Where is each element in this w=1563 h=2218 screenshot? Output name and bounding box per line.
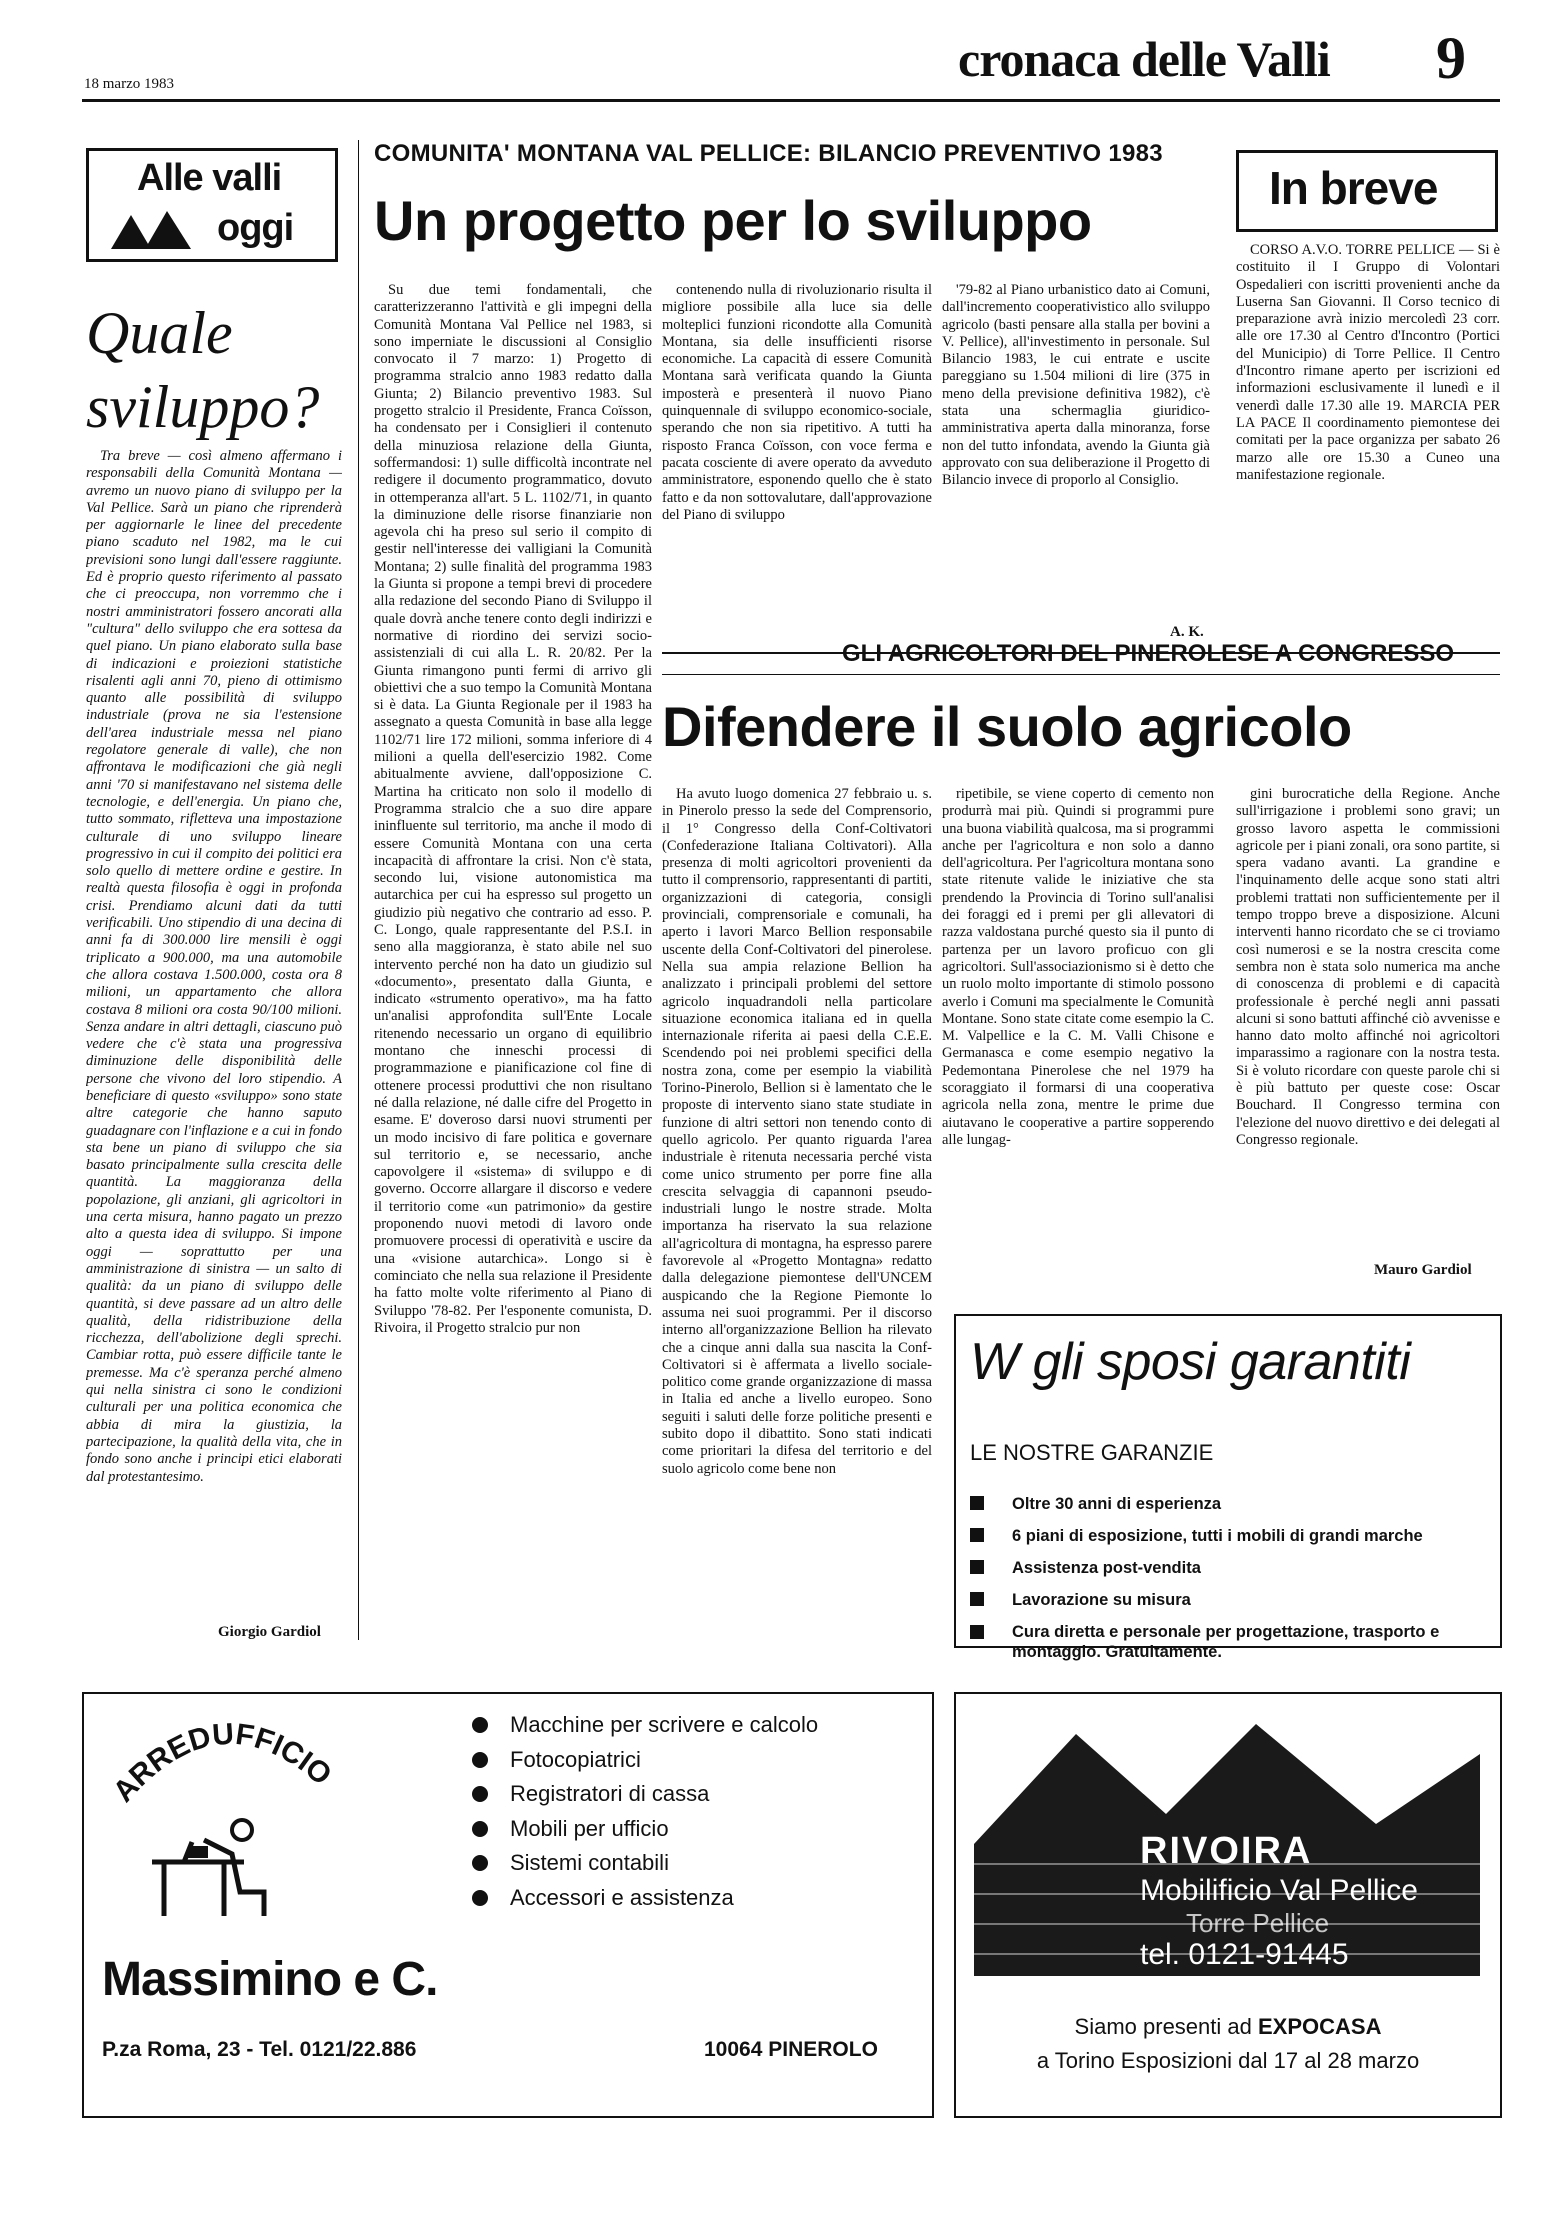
- rivoira-footer2: a Torino Esposizioni dal 17 al 28 marzo: [1036, 2048, 1420, 2073]
- guarantee-item: Oltre 30 anni di esperienza: [970, 1488, 1490, 1520]
- in-breve-text: CORSO A.V.O. TORRE PELLICE — Si è costituito il I Gruppo di Volontari Ospedalieri con iscritti provenienti anche da Luserna San Giovanni. Il Corso tecnico di preparazione avrà inizio mercoledì 23 corr. alle ore 17.30 al Centro d'Incontro (Portici del Municipio) di Torre Pellice. Il Centro d'Incontro rimane aperto per iscrizioni ed informazioni esclusivamente il lunedì e il venerdì dalle 17.30 alle 19. MARCIA PER LA PACE Il coordinamento piemontese dei comitati per la pace organizza per sabato 26 marzo alle ore 15.30 a Cuneo una manifestazione regionale.: [1236, 242, 1500, 483]
- square-bullet-icon: [970, 1496, 984, 1510]
- article1-headline: Un progetto per lo sviluppo: [374, 189, 1092, 252]
- ad-sposi: [954, 1314, 1502, 1661]
- alle-valli-text: Tra breve — così almeno affermano i responsabili della Comunità Montana — avremo un nuovo piano di sviluppo per la Val Pellice. Sarà un piano che riprenderà per aggiornarle le linee del precedente piano scaduto nel 1982, ma le cui previsioni sono lungi dall'essere raggiunte. Ed è proprio questo riferimento al passato che ci preoccupa, non vorremmo che i nostri amministratori fossero ancorati alla "cultura" dello sviluppo che era sottesa da quel piano. Un piano elaborato sulla base di indicazioni e proiezioni statistiche risalenti agli anni 70, pieno di ottimismo quanto alle possibilità di sviluppo industriale (prova ne sia l'estensione dell'area industriale messa nel piano regolatore generale di valle), che non affrontava le modificazioni che già negli anni '70 si manifestavano nel sistema delle tecnologie, e dell'energia. Un piano che, tutto sommato, rifletteva una impostazione culturale di uno sviluppo lineare progressivo in cui il compito dei politici era solo quello di mettere ordine e gestire. In realtà questa filosofia è oggi in profonda crisi. Prendiamo alcuni dati da tutti verificabili. Uno stipendio di una decina di anni fa di 300.000 lire mensili è oggi triplicato a 900.000, ma una automobile che allora costava 1.500.000, costa ora 8 milioni, un appartamento che allora costava 8 milioni ora costa 90/100 milioni. Senza andare in altri dettagli, ciascuno può vedere che c'è stata una progressiva diminuzione delle disponibilità delle persone che vivono del loro stipendio. A beneficiare di questo «sviluppo» sono state altre categorie che hanno saputo guadagnare con l'inflazione e a cui in fondo sta bene un piano di sviluppo che sia basato principalmente sulla crescita delle quantità. La maggioranza della popolazione, gli anziani, gli agricoltori in una certa misura, hanno pagato un prezzo alto a questa idea di sviluppo. Si impone oggi — soprattutto per una amministrazione di sinistra — un salto di qualità: da un piano di sviluppo delle quantità, si deve passare ad un altro delle qualità, della ridistribuzione della ricchezza, dell'abolizione degli sprechi. Cambiar rotta, può essere difficile tante le premesse. Ma c'è speranza perché almeno qui nella sinistra ci sono le condizioni culturali per una politica economica che abbia di mira la giustizia, la partecipazione, la qualità della vita, che in fondo sono anche i principi etici elaborati dal protestantesimo.: [86, 448, 342, 1485]
- arredufficio-city: 10064 PINEROLO: [704, 2038, 878, 2061]
- rivoira-line1: Mobilificio Val Pellice: [1140, 1874, 1418, 1907]
- mountains-icon: [111, 209, 195, 249]
- bullet-icon: [472, 1786, 488, 1802]
- masthead-date: 18 marzo 1983: [84, 76, 174, 92]
- guarantee-item: Cura diretta e personale per progettazione, trasporto e montaggio. Gratuitamente.: [970, 1622, 1490, 1662]
- alle-valli-column: [86, 448, 342, 1624]
- product-item: Mobili per ufficio: [472, 1812, 818, 1847]
- masthead-title: cronaca delle Valli: [958, 31, 1330, 87]
- ad-sposi-title: W gli sposi garantiti: [970, 1333, 1411, 1391]
- bullet-icon: [472, 1855, 488, 1871]
- arredufficio-list: [472, 1708, 818, 1915]
- article1-col2: [662, 282, 932, 652]
- in-breve-column: [1236, 242, 1500, 642]
- svg-text:ARREDUFFICIO: [107, 1718, 338, 1809]
- article1-signature: A. K.: [1170, 624, 1204, 640]
- ad-arredufficio: [82, 1692, 934, 2118]
- article2-headline: Difendere il suolo agricolo: [662, 695, 1352, 758]
- square-bullet-icon: [970, 1560, 984, 1574]
- article2-kicker-rule: [662, 674, 1500, 675]
- arredufficio-arc-logo: [98, 1704, 358, 1814]
- article1-col3: [942, 282, 1210, 632]
- article2-col2-text: ripetibile, se viene coperto di cemento non produrrà mai più. Quindi si programmi pure una buona viabilità qualcosa, ma si programmi anche per l'agricoltura e non solo a danno dell'agricoltura. Per l'agricoltura montana sono state ritenute valide le iniziative che sta prendendo la Provincia di Torino sull'analisi dei foraggi ed i premi per gli allevatori di razza valdostana purché questo sia il punto di partenza per un lavoro proficuo con gli agricoltori. Sull'associazionismo si è detto che un ruolo molto importante di stimolo possono averlo i Comuni ma specialmente le Comunità Montane. Sono state citate come esempio la C. M. Valpellice e la C. M. Valli Chisone e Germanasca e come esempio negativo la Pedemontana Pinerolese che nel 1979 ha scoraggiato il formarsi di una cooperativa agricola nella zona, mentre le prime due aiutavano le cooperative a partire sopperendo alle lungag-: [942, 786, 1214, 1148]
- square-bullet-icon: [970, 1592, 984, 1606]
- alle-valli-logo: [86, 148, 338, 262]
- page-number: 9: [1436, 25, 1466, 91]
- guarantee-item: 6 piani di esposizione, tutti i mobili di grandi marche: [970, 1520, 1490, 1552]
- article1-col1: [374, 282, 652, 1644]
- rivoira-brand: RIVOIRA: [1140, 1830, 1313, 1872]
- logo-line2: oggi: [217, 207, 294, 249]
- article2-col1-text: Ha avuto luogo domenica 27 febbraio u. s. in Pinerolo presso la sede del Comprensorio, il 1° Congresso della Conf-Coltivatori (Confederazione Italiana Coltivatori). Alla presenza di molti agricoltori provenienti da tutto il comprensorio, rappresentanti di partiti, organizzazioni di categoria, consigli provinciali, comprensoriale e comunali, ha aperto i lavori Marco Bellion responsabile uscente della Conf-Coltivatori del pinerolese. Nella sua ampia relazione Bellion ha analizzato i principali problemi del settore agricolo inquadrandoli nella particolare situazione economica italiana ed in quella internazionale riferita ai paesi della C.E.E. Scendendo poi nei problemi specifici della nostra zona, come per esempio la viabilità Torino-Pinerolo, Bellion si è lamentato che le proposte di intervento siano state studiate in funzione di altri settori non tenendo conto di quello agricolo. Per quanto riguarda l'area industriale è ritenuta necessaria perché vista come unico strumento per porre fine alla crescita selvaggia di capannoni pseudo-industriali lungo le nostre strade. Molta importanza ha riservato la sua relazione all'agricoltura di montagna, ha espresso parere favorevole al «Progetto Montagna» redatto dalla delegazione piemontese dell'UNCEM auspicando che la Regione Piemonte lo assuma nei suoi programmi. Per il discorso interno all'organizzazione Bellion ha rilevato che a cinque anni dalla sua nascita la Conf-Coltivatori si è affermata a livello sociale-politico come grande organizzazione di massa in Italia ed anche a livello europeo. Sono seguiti i saluti delle forze politiche presenti e subito dopo il dibattito. Sono stati indicati come prioritari la difesa del territorio e del suolo agricolo come bene non: [662, 786, 932, 1477]
- desk-worker-icon: [144, 1812, 284, 1922]
- square-bullet-icon: [970, 1625, 984, 1639]
- ad-rivoira: [954, 1692, 1502, 2118]
- bullet-icon: [472, 1890, 488, 1906]
- article1-kicker: COMUNITA' MONTANA VAL PELLICE: BILANCIO PREVENTIVO 1983: [374, 140, 1163, 167]
- ad-sposi-list: [970, 1488, 1490, 1662]
- logo-line1: Alle valli: [137, 157, 282, 199]
- article2-col3: [1236, 786, 1500, 1256]
- arredufficio-arc-text: ARREDUFFICIO: [106, 1717, 338, 1809]
- article2-kicker: GLI AGRICOLTORI DEL PINEROLESE A CONGRESSO: [842, 640, 1455, 667]
- alle-valli-title: Quale sviluppo?: [86, 300, 320, 440]
- rivoira-phone: tel. 0121-91445: [1140, 1938, 1349, 1971]
- guarantee-item: Assistenza post-vendita: [970, 1552, 1490, 1584]
- article1-col3-text: '79-82 al Piano urbanistico dato ai Comuni, dall'incremento cooperativistico allo sviluppo agricolo (basti pensare alla stalla per bovini a V. Pellice), all'investimento in personale. Sul Bilancio 1983, le cui entrate e uscite pareggiano su 1.504 milioni di lire (375 in meno della previsione definitiva 1982), c'è stata una schermaglia giuridico-amministrativa aperta dalla minoranza, forse non del tutto infondata, avendo la Giunta già approvato con sua deliberazione il Progetto di Bilancio invece di proporlo al Consiglio.: [942, 282, 1210, 489]
- product-item: Sistemi contabili: [472, 1846, 818, 1881]
- in-breve-title: In breve: [1269, 162, 1438, 214]
- masthead-rule: [82, 99, 1500, 102]
- article2-signature: Mauro Gardiol: [1374, 1262, 1472, 1278]
- alle-valli-signature: Giorgio Gardiol: [218, 1624, 321, 1640]
- article2-col2: [942, 786, 1214, 1286]
- bullet-icon: [472, 1821, 488, 1837]
- article2-col1: [662, 786, 932, 1636]
- product-item: Fotocopiatrici: [472, 1743, 818, 1778]
- article1-col1-text: Su due temi fondamentali, che caratterizzeranno l'attività e gli impegni della Comunità Montana Val Pellice nel 1983, si sono imperniate le discussioni al Consiglio convocato il 7 marzo: 1) Progetto di programma stralcio anno 1983 redatto dalla Giunta; 2) Bilancio preventivo 1983. Sul progetto stralcio il Presidente, Franca Coïsson, ha condensato per i Consiglieri il contenuto della minuziosa relazione della Giunta, soffermandosi: 1) sulle difficoltà incontrate nel redigere il documento programmatico, dovuto in ottemperanza all'art. 5 L. 1102/71, in quanto la diminuzione delle risorse finanziarie non agevola chi ha preso sul serio il compito di gestir nell'interesse dei valligiani la Comunità Montana; 2) sulle finalità del programma 1983 la Giunta si propone a tempi brevi di procedere alla redazione del secondo Piano di Sviluppo il quale dovrà anche tenere conto degli indirizzi e normative di riordino dei servizi socio-assistenziali di cui alla L. R. 20/82. Per la Giunta rimangono punti fermi di arrivo gli obiettivi che a suo tempo la Comunità Montana si è data. La Giunta Regionale per il 1983 ha assegnato a questa Comunità in base alla legge 1102/71 lire 172 milioni, somma inferiore di 4 milioni a quella dell'esercizio 1982. Come abitualmente avviene, dall'opposizione C. Martina ha criticato non solo il modello di Programma stralcio che a suo dire appare ininfluente sul territorio, ma anche il modo di essere Comunità Montana con una certa incapacità di affrontare la crisi. Non c'è stata, secondo lui, visione autonomistica ma autarchica per cui ha espresso sul progetto un giudizio più negativo che contrario ad esso. P. C. Longo, quale rappresentante del P.S.I. in seno alla maggioranza, è stato abile nel suo intervento perché non ha dato un giudizio sul «documento», presentato dalla Giunta, e indicato «strumento operativo», ma ha fatto un'analisi approfondita sull'Ente Locale ritenendo necessario un organo di equilibrio montano che inneschi processi di programmazione e pianificazione col fine di ottenere processi produttivi che non risultano né dalla relazione, né dalle cifre del Progetto in esame. E' doveroso darsi nuovi strumenti per un modo incisivo di fare politica e governare sul territorio e, se necessario, anche capovolgere il «sistema» di sviluppo e di governo. Occorre allargare il discorso e vedere il territorio come «un patrimonio» da gestire proponendo nuovi metodi di lavoro onde promuovere processi di operatività e uscire da una «visione autarchica». Longo si è cominciato che nella sua relazione il Presidente ha fatto molte volte riferimento al Piano di Sviluppo '78-82. Per l'esponente comunista, D. Rivoira, il Progetto stralcio pur non: [374, 282, 652, 1336]
- rivoira-line2: Torre Pellice: [1186, 1908, 1330, 1938]
- bullet-icon: [472, 1717, 488, 1733]
- arredufficio-address: P.za Roma, 23 - Tel. 0121/22.886: [102, 2038, 417, 2061]
- ad-sposi-subtitle: LE NOSTRE GARANZIE: [970, 1440, 1214, 1465]
- guarantee-item: Lavorazione su misura: [970, 1584, 1490, 1616]
- product-item: Accessori e assistenza: [472, 1881, 818, 1916]
- in-breve-box: [1236, 150, 1498, 232]
- bullet-icon: [472, 1752, 488, 1768]
- left-column-rule: [358, 140, 359, 1640]
- arredufficio-name: Massimino e C.: [102, 1953, 438, 2006]
- rivoira-footer1: Siamo presenti ad EXPOCASA: [1074, 2014, 1382, 2039]
- article1-col2-text: contenendo nulla di rivoluzionario risulta il migliore possibile alla luce sia delle molteplici funzioni ricondotte alla Comunità Montana, sia delle insufficienti risorse economiche. La capacità di essere Comunità Montana sarà verificata quando la Giunta imposterà e presenterà il nuovo Piano quinquennale di sviluppo economico-sociale, sperando che non sia ripetitivo. A tutti ha risposto Franca Coïsson, con voce ferma e pacata cosciente di avere operato da avveduto amministratore, esponendo quello che è stato fatto e da non sottovalutare, dall'approvazione del Piano di sviluppo: [662, 282, 932, 523]
- product-item: Macchine per scrivere e calcolo: [472, 1708, 818, 1743]
- square-bullet-icon: [970, 1528, 984, 1542]
- product-item: Registratori di cassa: [472, 1777, 818, 1812]
- article2-col3-text: gini burocratiche della Regione. Anche sull'irrigazione i problemi sono gravi; un grosso lavoro aspetta le commissioni agricole per i piani zonali, ora sono partite, si spera vadano avanti. La grandine e l'inquinamento delle acque sono stati altri problemi trattati non sufficientemente per il tempo troppo breve a disposizione. Alcuni interventi hanno ricordato che se ci troviamo così numerosi e se la nostra crescita come sembra non è stata solo numerica ma anche di conoscenza di problemi e di capacità professionale è perché negli anni passati alcuni si sono battuti affinché ciò avvenisse e hanno dato molto affinché noi agricoltori imparassimo a ragionare con la nostra testa. Si è voluto ricordare con queste parole chi si è più battuto per queste cose: Oscar Bouchard. Il Congresso termina con l'elezione del nuovo direttivo e dei delegati al Congresso regionale.: [1236, 786, 1500, 1148]
